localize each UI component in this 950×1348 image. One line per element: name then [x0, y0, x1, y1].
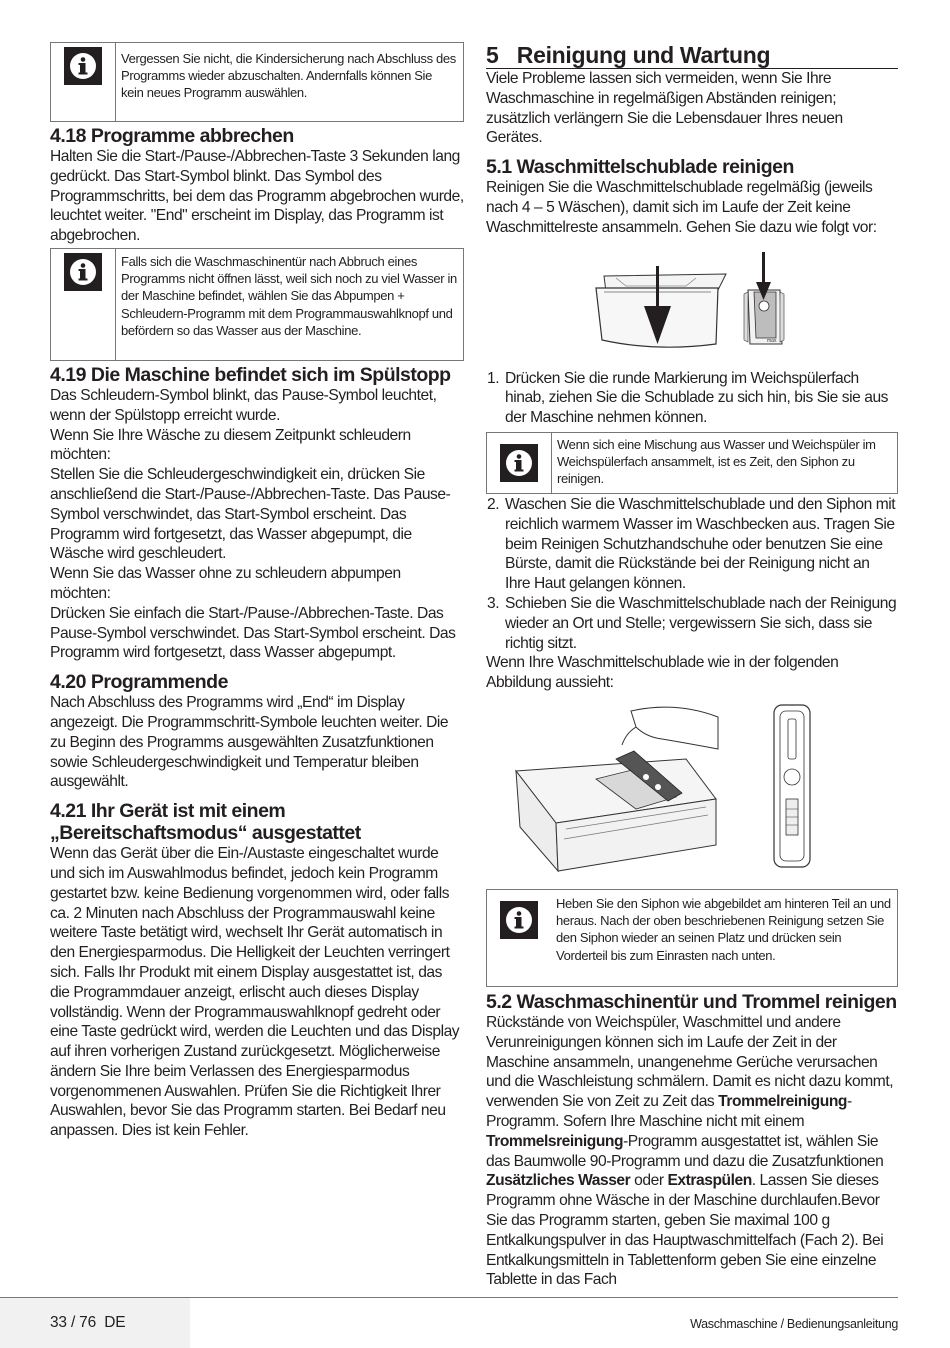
page-number: 33 / 76 DE	[50, 1314, 126, 1331]
info-icon	[500, 901, 538, 939]
info-note-child-lock	[50, 42, 464, 122]
section-text-4-19-p2: Wenn Sie Ihre Wäsche zu diesem Zeitpunkt schleudern möchten:	[50, 426, 411, 464]
chapter-title-5: 5 Reinigung und Wartung	[486, 42, 898, 69]
section-text-4-18: Halten Sie die Start-/Pause-/Abbrechen-Taste 3 Sekunden lang gedrückt. Das Start-Symbol blinkt. Das Symbol des Programmschritts, bei dem das Programm abgebrochen wurde, leuchtet weiter. "End" erscheint im Display, das Programm ist abgebrochen.	[50, 148, 464, 245]
info-icon	[500, 444, 538, 482]
document-title: Waschmaschine / Bedienungsanleitung	[690, 1317, 898, 1331]
text-run: -Programm ausgestattet ist, wählen Sie das Baumwolle 90-Programm und dazu die Zusatzfunktionen	[486, 1132, 884, 1170]
section-title-4-20: 4.20 Programmende	[50, 671, 228, 694]
section-text-4-19-p4: Wenn Sie das Wasser ohne zu schleudern abpumpen möchten:	[50, 565, 401, 602]
step-text: Schieben Sie die Waschmittelschublade nach der Reinigung wieder an Ort und Stelle; vergewissern Sie sich, dass sie richtig sitzt.	[505, 594, 897, 652]
info-note-lift-siphon	[486, 889, 898, 987]
after-steps-text: Wenn Ihre Waschmittelschublade wie in der folgenden Abbildung aussieht:	[486, 654, 839, 692]
section-text-4-19-p3: Stellen Sie die Schleudergeschwindigkeit ein, drücken Sie anschließend die Start-/Pause-/Abbrechen-Taste. Das Pause-Symbol verschwindet, das Start-Symbol erscheint. Das Programm wird fortgesetzt, das Wasser abgepumpt, die Wäsche wird geschleudert.	[50, 466, 451, 563]
section-title-4-18: 4.18 Programme abbrechen	[50, 125, 294, 147]
steps-list-2	[486, 495, 898, 653]
info-icon-cell	[487, 890, 551, 986]
step-text: Drücken Sie die runde Markierung im Weichspülerfach hinab, ziehen Sie die Schublade zu sich hin, bis Sie sie aus der Maschine nehmen können.	[505, 369, 889, 427]
section-text-4-21: Wenn das Gerät über die Ein-/Austaste eingeschaltet wurde und sich im Auswahlmodus befindet, jedoch kein Programm gestartet bzw. keine Bedienung vorgenommen wird, oder falls ca. 2 Minuten nach Abschluss der Programmauswahl keine weitere Taste betätigt wird, wechselt Ihr Gerät automatisch in den Energiesparmodus. Die Helligkeit der Leuchten verringert sich. Falls Ihr Produkt mit einem Display ausgestattet ist, das die Programmdauer anzeigt, erlischt auch dieses Display vollständig. Wenn der Programmauswahlknopf gedreht oder eine Taste gedrückt wird, werden die Leuchten und das Display auf ihren vorherigen Zustand zurückgesetzt. Möglicherweise ändern Sie Ihre beim Verlassen des Energiesparmodus vorgenommenen Auswahlen. Prüfen Sie die Richtigkeit Ihrer Auswahlen, bevor Sie das Programm starten. Bei Bedarf neu anpassen. Dies ist kein Fehler.	[50, 845, 460, 1140]
chapter-text-5: Viele Probleme lassen sich vermeiden, wenn Sie Ihre Waschmaschine in regelmäßigen Abständen reinigen; zusätzlich verlängern Sie die Lebensdauer Ihres neuen Gerätes.	[486, 70, 843, 147]
info-icon-cell	[51, 249, 115, 360]
section-title-4-19: 4.19 Die Maschine befindet sich im Spülstopp	[50, 363, 451, 386]
step-text: Waschen Sie die Waschmittelschublade und den Siphon mit reichlich warmem Wasser im Waschbecken aus. Tragen Sie beim Reinigen Schutzhandschuhe oder benutzen Sie eine Bürste, damit die Rückstände bei der Reinigung nicht an Ihre Haut gelangen können.	[505, 495, 896, 593]
bold-term: Trommelreinigung	[718, 1093, 847, 1111]
info-note-text: Vergessen Sie nicht, die Kindersicherung nach Abschluss des Programms wieder abzuschalten. Andernfalls können Sie kein neues Programm auswählen.	[115, 43, 463, 121]
figure-drawer-removal	[486, 248, 898, 366]
figure-siphon-removal	[486, 699, 898, 887]
right-column	[486, 42, 898, 1290]
text-run: oder	[630, 1172, 668, 1190]
section-text-4-19-p1: Das Schleudern-Symbol blinkt, das Pause-Symbol leuchtet, wenn der Spülstopp erreicht wurde.	[50, 386, 437, 424]
section-text-5-2	[486, 1013, 898, 1290]
info-icon	[64, 47, 102, 85]
text-run: . Lassen Sie dieses Programm ohne Wäsche in der Maschine durchlaufen.Bevor Sie das Programm starten, geben Sie maximal 100 g Entkalkungspulver in das Hauptwaschmittelfach (Fach 2). Bei Entkalkungsmitteln in Tablettenform geben Sie eine einzelne Tablette in das Fach	[486, 1172, 884, 1289]
info-icon	[64, 253, 102, 291]
info-icon-cell	[487, 433, 551, 493]
section-text-5-1: Reinigen Sie die Waschmittelschublade regelmäßig (jeweils nach 4 – 5 Wäschen), damit sich im Laufe der Zeit keine Waschmittelreste ansammeln. Gehen Sie dazu wie folgt vor:	[486, 179, 877, 236]
left-column	[50, 42, 464, 1141]
bold-term: Zusätzliches Wasser	[486, 1172, 631, 1190]
info-icon-cell	[51, 43, 115, 121]
section-text-4-19-p5: Drücken Sie einfach die Start-/Pause-/Abbrechen-Taste. Das Pause-Symbol verschwindet. Das Start-Symbol erscheint. Das Programm wird fortgesetzt, dass Wasser abgepumpt.	[50, 604, 456, 662]
step-3	[486, 594, 898, 653]
text-run: -Programm. Sofern Ihre Maschine nicht mit einem	[486, 1093, 852, 1130]
siphon-max-label: max	[767, 337, 777, 344]
section-title-5-2: 5.2 Waschmaschinentür und Trommel reinigen	[486, 990, 897, 1013]
info-note-text: Falls sich die Waschmaschinentür nach Abbruch eines Programms nicht öffnen lässt, weil sich noch zu viel Wasser in der Maschine befindet, wählen Sie das Abpumpen + Schleudern-Programm mit dem Programmauswahlknopf und befördern so das Wasser aus der Maschine.	[115, 249, 463, 360]
arrow-shaft	[656, 266, 659, 308]
drawer-removal-illustration	[486, 248, 898, 366]
step-2	[486, 495, 898, 594]
bold-term: Extraspülen	[667, 1172, 752, 1190]
bold-term: Trommelsreinigung	[486, 1132, 624, 1150]
step-number: 3.	[487, 594, 500, 612]
step-number: 1.	[487, 369, 500, 387]
text-run: Rückstände von Weichspüler, Waschmittel und andere Verunreinigungen können sich im Laufe der Zeit in der Maschine ansammeln, unangenehme Gerüche verursachen und die Waschleistung schmälern. Damit es nicht dazu kommt, verwenden Sie von Zeit zu Zeit das	[486, 1013, 894, 1111]
section-title-4-21-line2: „Bereitschaftsmodus“ ausgestattet	[50, 822, 361, 845]
step-number: 2.	[487, 495, 500, 513]
steps-list-1	[486, 369, 898, 428]
info-note-siphon	[486, 432, 898, 494]
step-1	[486, 369, 898, 428]
section-title-4-21-line1: 4.21 Ihr Gerät ist mit einem	[50, 800, 286, 823]
info-note-door	[50, 248, 464, 361]
section-title-5-1: 5.1 Waschmittelschublade reinigen	[486, 156, 794, 179]
info-note-text: Wenn sich eine Mischung aus Wasser und Weichspüler im Weichspülerfach ansammelt, ist es Zeit, den Siphon zu reinigen.	[551, 433, 897, 493]
section-text-4-20: Nach Abschluss des Programms wird „End“ im Display angezeigt. Die Programmschritt-Symbole leuchten weiter. Die zu Beginn des Programms ausgewählten Zusatzfunktionen sowie Schleudergeschwindigkeit und Temperatur bleiben ausgewählt.	[50, 694, 449, 791]
info-note-text: Heben Sie den Siphon wie abgebildet am hinteren Teil an und heraus. Nach der oben beschriebenen Reinigung setzen Sie den Siphon wieder an seinen Platz und drücken sein Vorderteil bis zum Einrasten nach unten.	[556, 895, 891, 963]
siphon-removal-illustration	[486, 699, 898, 887]
